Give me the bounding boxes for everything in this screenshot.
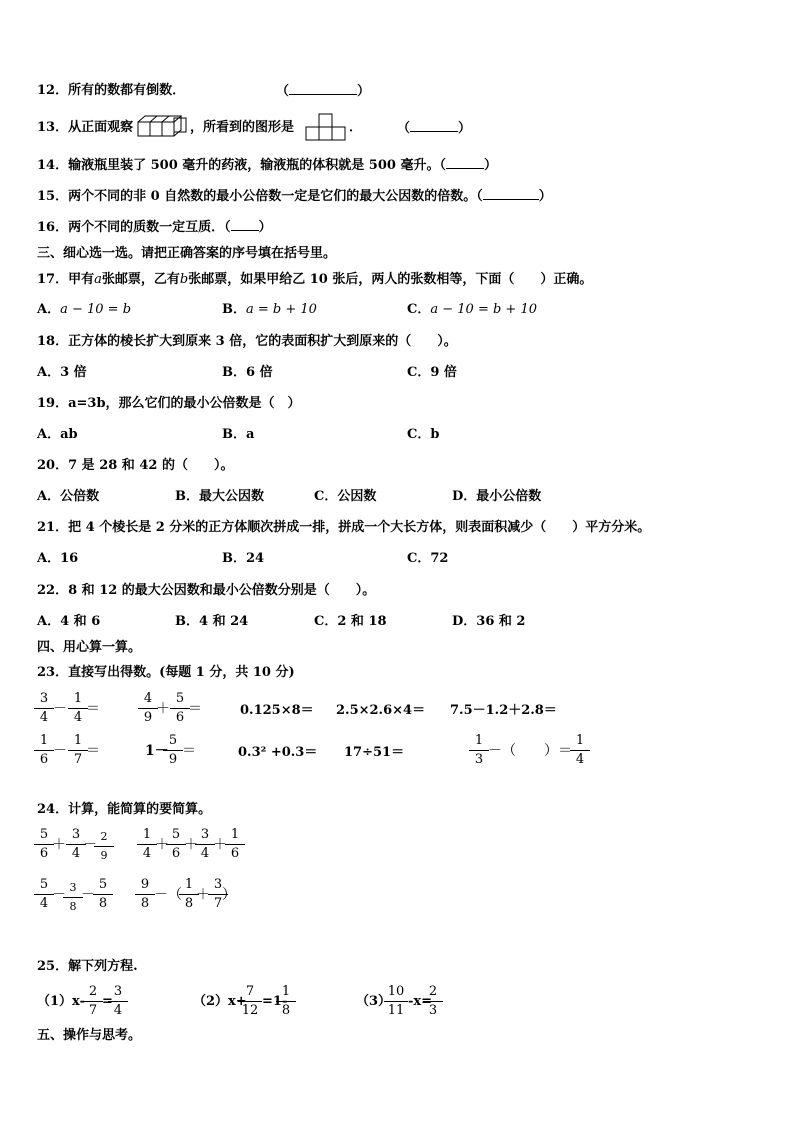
- equals-sign: ＝: [188, 701, 202, 717]
- fraction-numerator: 1: [68, 691, 88, 709]
- fraction-numerator: 3: [34, 691, 54, 709]
- question-23: 23．直接写出得数。(每题 1 分，共 10 分): [37, 665, 295, 680]
- fraction-numerator: 3: [195, 827, 215, 845]
- fraction: [225, 827, 245, 862]
- cube-solid-figure: [137, 114, 189, 140]
- fraction-denominator: 9: [168, 752, 178, 767]
- fraction-numerator: 1: [68, 733, 88, 751]
- question-14: 14．输液瓶里装了 500 毫升的药液，输液瓶的体积就是 500 毫升。（ ）: [37, 158, 497, 173]
- fraction: [34, 691, 54, 726]
- fraction: [68, 691, 88, 726]
- front-view-figure: [305, 113, 347, 141]
- fraction-numerator: 10: [384, 984, 408, 1002]
- fraction-denominator: 4: [142, 846, 152, 861]
- fraction-numerator: 2: [94, 829, 114, 847]
- fraction-denominator: 8: [184, 896, 194, 911]
- option-18-a[interactable]: A．3 倍: [37, 365, 87, 380]
- question-16: 16．两个不同的质数一定互质．（ ）: [37, 220, 272, 235]
- fraction: [83, 984, 103, 1019]
- fraction: [276, 984, 296, 1019]
- question-18: 18．正方体的棱长扩大到原来 3 倍，它的表面积扩大到原来的（ ）。: [37, 334, 457, 349]
- question-13: 13．从正面观察: [37, 120, 134, 135]
- fraction: [34, 733, 54, 768]
- minus-x-equals: -x=: [408, 994, 433, 1009]
- fraction-numerator: 1: [137, 827, 157, 845]
- fraction-numerator: 5: [163, 733, 183, 751]
- plus-sign: ＋: [213, 837, 227, 853]
- fraction: [138, 691, 158, 726]
- fraction-denominator: 11: [387, 1003, 405, 1018]
- fraction-numerator: 3: [66, 827, 86, 845]
- equals-sign: ＝: [86, 743, 100, 759]
- fraction-denominator: 4: [39, 710, 49, 725]
- option-17-a[interactable]: A．a − 10 = b: [37, 302, 132, 317]
- fraction-denominator: 9: [143, 710, 153, 725]
- fraction-denominator: 4: [113, 1003, 123, 1018]
- question-20: 20．7 是 28 和 42 的（ ）。: [37, 458, 234, 473]
- expression: 7.5－1.2＋2.8＝: [450, 703, 557, 718]
- fraction: [238, 984, 262, 1019]
- fraction: [94, 829, 114, 864]
- fraction: [163, 733, 183, 768]
- fraction-numerator: 1: [276, 984, 296, 1002]
- option-18-c[interactable]: C．9 倍: [407, 365, 457, 380]
- fraction-denominator: 6: [175, 710, 185, 725]
- option-19-c[interactable]: C．b: [407, 427, 440, 442]
- answer-blank-12[interactable]: （ ）: [276, 84, 371, 99]
- plus-sign: ＋: [156, 701, 170, 717]
- question-15: 15．两个不同的非 0 自然数的最小公倍数一定是它们的最大公因数的倍数。（ ）: [37, 189, 552, 204]
- fraction-denominator: 4: [575, 752, 585, 767]
- question-24: 24．计算，能简算的要简算。: [37, 802, 212, 817]
- fraction-numerator: 5: [34, 877, 54, 895]
- fraction-denominator: 8: [69, 900, 77, 913]
- fraction-denominator: 4: [73, 710, 83, 725]
- fraction: [63, 880, 83, 915]
- fraction-denominator: 6: [39, 846, 49, 861]
- question-text: 所有的数都有倒数．: [68, 83, 186, 98]
- option-21-c[interactable]: C．72: [407, 551, 449, 566]
- plus-sign: ＋: [184, 837, 198, 853]
- fraction-denominator: 4: [71, 846, 81, 861]
- section-3-heading: 三、细心选一选。请把正确答案的序号填在括号里。: [37, 246, 337, 261]
- option-20-c[interactable]: C．公因数: [314, 489, 377, 504]
- fraction-numerator: 1: [34, 733, 54, 751]
- minus-sign: －: [83, 837, 97, 853]
- question-19: 19．a=3b，那么它们的最小公倍数是（ ）: [37, 396, 301, 411]
- fraction-numerator: 3: [208, 877, 228, 895]
- fraction-denominator: 8: [98, 896, 108, 911]
- fraction-numerator: 9: [135, 877, 155, 895]
- equals-one-minus: =1-: [262, 994, 288, 1009]
- fraction-numerator: 2: [423, 984, 443, 1002]
- option-22-b[interactable]: B．4 和 24: [175, 614, 249, 629]
- equals-sign: =: [102, 994, 113, 1009]
- right-paren: ）: [222, 887, 236, 903]
- minus-paren: －（: [154, 887, 182, 903]
- fraction: [166, 827, 186, 862]
- minus-sign: －: [52, 887, 66, 903]
- option-17-c[interactable]: C．a − 10 = b + 10: [407, 302, 537, 317]
- option-22-a[interactable]: A．4 和 6: [37, 614, 101, 629]
- plus-sign: ＋: [155, 837, 169, 853]
- fraction-numerator: 7: [238, 984, 262, 1002]
- fraction-numerator: 5: [170, 691, 190, 709]
- question-22: 22．8 和 12 的最大公因数和最小公倍数分别是（ ）。: [37, 583, 376, 598]
- fraction: [170, 691, 190, 726]
- fraction-numerator: 5: [166, 827, 186, 845]
- fraction-numerator: 4: [138, 691, 158, 709]
- fraction-denominator: 7: [213, 896, 223, 911]
- answer-blank-14[interactable]: [446, 156, 484, 169]
- equation-3-label: （3）: [356, 994, 392, 1009]
- equals-sign: ＝: [182, 743, 196, 759]
- question-13-dot: ．: [349, 120, 363, 135]
- option-19-a[interactable]: A．ab: [37, 427, 78, 442]
- fraction-denominator: 9: [100, 849, 108, 862]
- plus-sign: ＋: [196, 887, 210, 903]
- fraction-numerator: 1: [179, 877, 199, 895]
- fraction-denominator: 6: [39, 752, 49, 767]
- minus-sign: －: [81, 887, 95, 903]
- fraction-denominator: 8: [281, 1003, 291, 1018]
- one-minus: 1－: [145, 743, 169, 759]
- fraction: [93, 877, 113, 912]
- equation-1-label: （1）x-: [37, 994, 85, 1009]
- answer-blank-16[interactable]: [231, 218, 259, 231]
- fraction: [137, 827, 157, 862]
- question-25: 25．解下列方程.: [37, 959, 138, 974]
- option-19-b[interactable]: B．a: [222, 427, 255, 442]
- fraction-denominator: 6: [171, 846, 181, 861]
- fraction-denominator: 7: [73, 752, 83, 767]
- fraction: [108, 984, 128, 1019]
- fraction-denominator: 4: [39, 896, 49, 911]
- equals-sign: ＝: [86, 701, 100, 717]
- fraction-numerator: 5: [93, 877, 113, 895]
- fraction: [68, 733, 88, 768]
- option-21-a[interactable]: A．16: [37, 551, 79, 566]
- option-20-b[interactable]: B．最大公因数: [175, 489, 265, 504]
- answer-blank-13[interactable]: （ ）: [397, 121, 472, 136]
- question-12: [37, 82, 185, 100]
- plus-sign: ＋: [52, 837, 66, 853]
- question-13-mid: ，所看到的图形是: [190, 120, 295, 135]
- minus-sign: －: [53, 743, 67, 759]
- section-5-heading: 五、操作与思考。: [37, 1028, 142, 1043]
- fraction-denominator: 4: [200, 846, 210, 861]
- expression: 0.3² +0.3＝: [238, 745, 318, 760]
- fraction: [469, 733, 489, 768]
- fraction-denominator: 12: [241, 1003, 259, 1018]
- fraction: [423, 984, 443, 1019]
- minus-paren-blank[interactable]: －（ ）＝: [488, 743, 572, 759]
- fraction-denominator: 3: [428, 1003, 438, 1018]
- minus-sign: －: [53, 701, 67, 717]
- fraction: [384, 984, 408, 1019]
- fraction-numerator: 5: [34, 827, 54, 845]
- expression: 2.5×2.6×4＝: [336, 703, 426, 718]
- equation-2-label: （2）x+: [193, 994, 247, 1009]
- fraction-numerator: 1: [570, 733, 590, 751]
- option-17-b[interactable]: B．a = b + 10: [222, 302, 317, 317]
- question-17: 17．甲有a张邮票，乙有b张邮票，如果甲给乙 10 张后，两人的张数相等，下面（ ）正确。: [37, 272, 593, 287]
- fraction-denominator: 8: [140, 896, 150, 911]
- option-20-a[interactable]: A．公倍数: [37, 489, 100, 504]
- question-21: 21．把 4 个棱长是 2 分米的正方体顺次拼成一排，拼成一个大长方体，则表面积减少（ ）平方分米。: [37, 520, 651, 535]
- fraction-numerator: 3: [63, 880, 83, 898]
- fraction-numerator: 1: [469, 733, 489, 751]
- fraction-denominator: 3: [474, 752, 484, 767]
- option-20-d[interactable]: D．最小公倍数: [452, 489, 542, 504]
- section-4-heading: 四、用心算一算。: [37, 640, 142, 655]
- fraction: [195, 827, 215, 862]
- option-22-d[interactable]: D．36 和 2: [452, 614, 526, 629]
- fraction-denominator: 7: [88, 1003, 98, 1018]
- fraction-numerator: 3: [108, 984, 128, 1002]
- option-21-b[interactable]: B．24: [222, 551, 265, 566]
- question-number: 12．: [37, 83, 69, 98]
- fraction-numerator: 2: [83, 984, 103, 1002]
- answer-blank-15[interactable]: [483, 187, 539, 200]
- option-18-b[interactable]: B．6 倍: [222, 365, 273, 380]
- option-22-c[interactable]: C．2 和 18: [314, 614, 387, 629]
- fraction: [135, 877, 155, 912]
- fraction-numerator: 1: [225, 827, 245, 845]
- fraction: [34, 877, 54, 912]
- fraction-denominator: 6: [230, 846, 240, 861]
- fraction: [34, 827, 54, 862]
- expression: 17÷51＝: [344, 745, 405, 760]
- expression: 0.125×8＝: [240, 703, 314, 718]
- fraction: [570, 733, 590, 768]
